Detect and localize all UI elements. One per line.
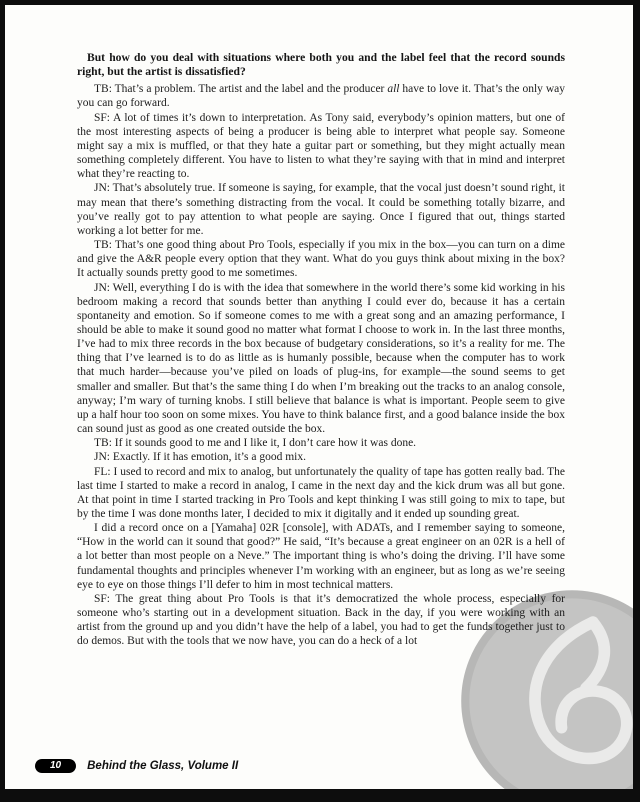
paragraph	[77, 82, 565, 110]
paragraph	[77, 281, 565, 437]
paragraph	[77, 238, 565, 280]
paragraph	[77, 111, 565, 182]
text-run: JN: Well, everything I do is with the idea that somewhere in the world there’s some kid working in his bedroom making a record that sounds better than anything I could ever do, because it has a certain spontaneity and emotion. So if someone comes to me with a great song and an amazing performance, I should be able to make it sound good no matter what format I choose to work in. In the last three months, I’ve had to mix three records in the box because of budgetary considerations, so it’s a reality for me. The thing that I’ve learned is to do as little as is humanly possible, because when the computer has to work that much harder—because you’ve piled on loads of plug-ins, for example—the sound seems to get smaller and smaller. But that’s the same thing I do when I’m breaking out the tracks to an analog console, anyway; I’m wary of turning knobs. I still believe that balance is what is important. People seem to give up a half hour too soon on some mixes. You have to think balance first, and a good balance inside the box can sound just as good as one created outside the box.	[77, 281, 565, 436]
page-content	[77, 51, 565, 649]
page-number-badge: 10	[35, 759, 76, 773]
paragraph	[77, 465, 565, 522]
text-run: SF: The great thing about Pro Tools is that it’s democratized the whole process, especially for someone who’s starting out in a development situation. Back in the day, if you were working with an artist from the ground up and you didn’t have the help of a label, you had to get the funds together just to do demos. But with the tools that we now have, you can do a heck of a lot	[77, 592, 565, 648]
page-footer	[35, 759, 238, 773]
text-run: TB: That’s a problem. The artist and the label and the producer	[94, 83, 388, 96]
book-page	[5, 5, 633, 789]
text-run: FL: I used to record and mix to analog, but unfortunately the quality of tape has gotten really bad. The last time I started to make a record in analog, I came in the next day and the kick drum was all but gone. At that point in time I started tracking in Pro Tools and kept thinking I was still going to mix to tape, but by the time I was done months later, I decided to mix it digitally and it ended up sounding great.	[77, 465, 565, 520]
text-run: TB: If it sounds good to me and I like it, I don’t care how it was done.	[94, 437, 417, 450]
text-run: JN: Exactly. If it has emotion, it’s a good mix.	[94, 451, 306, 464]
text-run: SF: A lot of times it’s down to interpretation. As Tony said, everybody’s opinion matters, but one of the most interesting aspects of being a producer is being able to interpret what people say. Someone might say a mix is muffled, or that they hate a guitar part or something, but they might actually mean something completely different. You have to listen to what they’re saying with that in mind and interpret what they’re reacting to.	[77, 111, 565, 181]
text-run: TB: That’s one good thing about Pro Tools, especially if you mix in the box—you can turn on a dime and give the A&R people every option that they want. What do you guys think about mixing in the box? It actually sounds pretty good to me sometimes.	[77, 239, 565, 280]
book-title: Behind the Glass, Volume II	[87, 760, 239, 772]
text-run: have to love it. That’s the only way you can go forward.	[77, 83, 565, 110]
paragraph	[77, 592, 565, 649]
text-run: I did a record once on a [Yamaha] 02R [console], with ADATs, and I remember saying to someone, “How in the world can it sound that good?” He said, “It’s because a great engineer on an 02R is a hell of a lot better than most people on a Neve.” The important thing is who’s doing the driving. I’ll have some fundamental thoughts and principles whenever I’m working with an engineer, but as long as we’re seeing eye to eye on those things I’ll defer to him in most technical matters.	[77, 522, 565, 591]
text-run: all	[387, 83, 400, 96]
paragraph-list	[77, 82, 565, 648]
text-run: JN: That’s absolutely true. If someone is saying, for example, that the vocal just doesn’t sound right, it may mean that there’s something distracting from the vocal. It could be something totally bizarre, and you’ve really got to pay attention to what people are saying. Once I figured that out, things started working a lot better for me.	[77, 182, 565, 237]
paragraph	[77, 450, 565, 464]
paragraph	[77, 436, 565, 450]
question-heading: But how do you deal with situations where both you and the label feel that the record sounds right, but the artist is dissatisfied?	[77, 51, 565, 79]
paragraph	[77, 521, 565, 592]
paragraph	[77, 181, 565, 238]
